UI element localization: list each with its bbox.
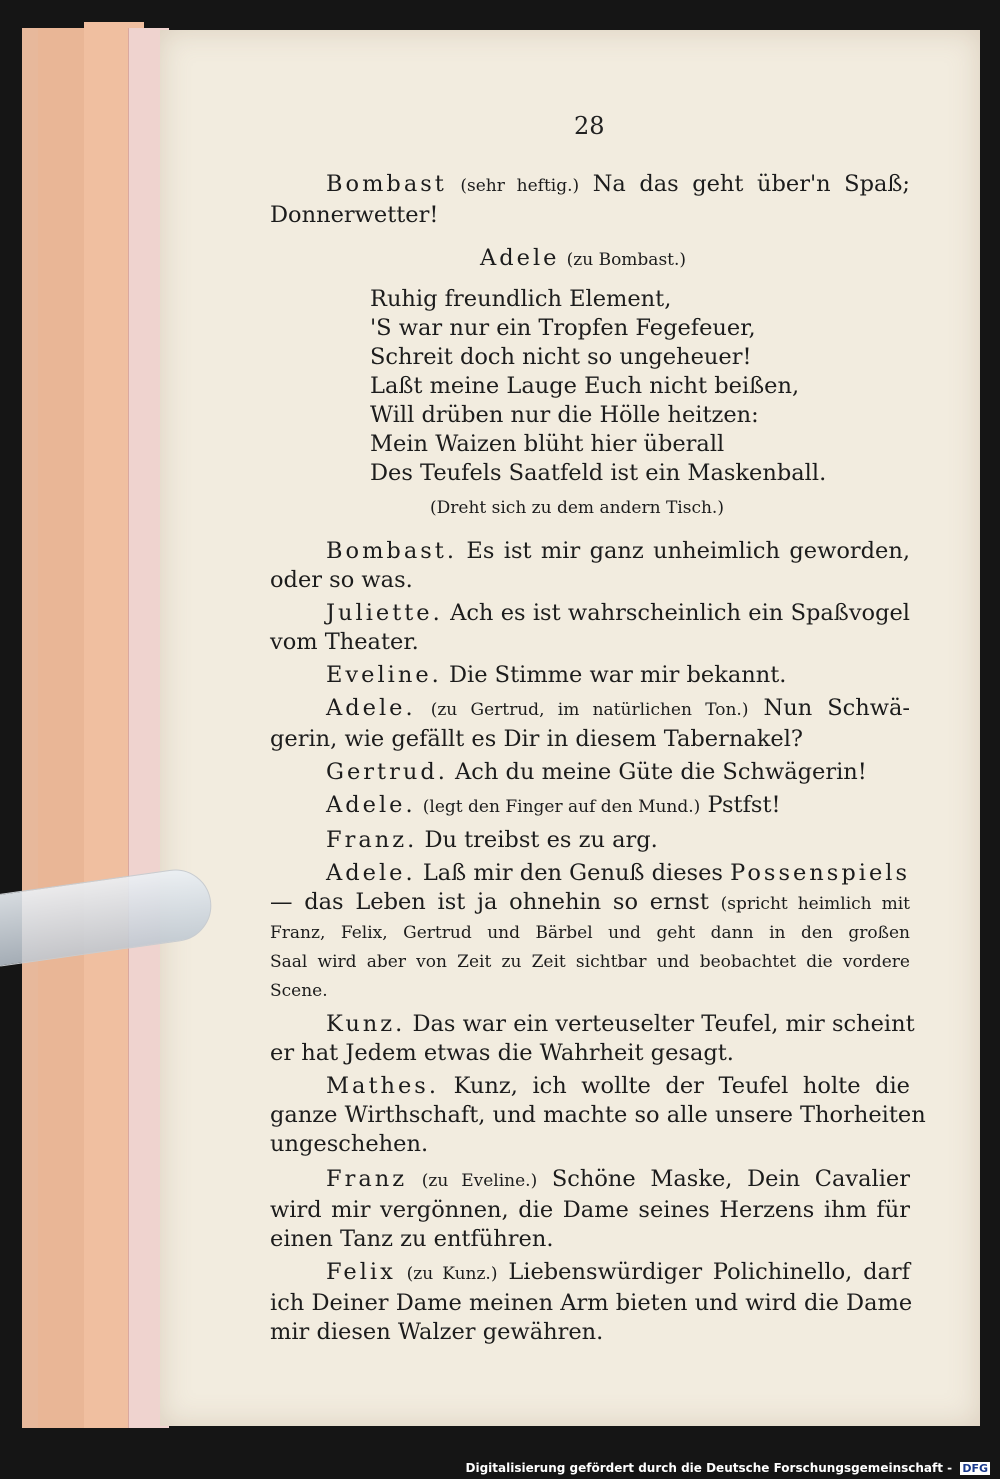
speaker-name: Felix [326, 1259, 396, 1285]
spacer [270, 523, 910, 537]
dialogue-text: Na das geht über'n Spaß; [592, 171, 911, 197]
text-line [270, 694, 910, 725]
verse-line: Ruhig freundlich Element, [370, 286, 672, 312]
text-line: ganze Wirthschaft, und machte so alle unsere Thorheiten [270, 1102, 926, 1128]
text-line: er hat Jedem etwas die Wahrheit gesagt. [270, 1040, 734, 1066]
emphasized-text: Possenspiels [730, 860, 911, 886]
verse-line: 'S war nur ein Tropfen Fegefeuer, [370, 315, 756, 341]
dialogue-text: Nun Schwä- [763, 695, 911, 721]
speaker-name: Eveline. [326, 662, 442, 688]
verse-line: Will drüben nur die Hölle heitzen: [370, 402, 759, 428]
stage-direction: (Dreht sich zu dem andern Tisch.) [430, 498, 724, 518]
speaker-name: Franz. [326, 827, 418, 853]
text-line [270, 1165, 910, 1196]
text-line [270, 888, 910, 919]
text-line: ungeschehen. [270, 1131, 429, 1157]
speaker-name: Franz [326, 1166, 408, 1192]
verse-line: Laßt meine Lauge Euch nicht beißen, [370, 373, 800, 399]
speaker-name: Bombast. [326, 538, 457, 564]
verse-line: Des Teufels Saatfeld ist ein Maskenball. [370, 460, 827, 486]
text-line: mir diesen Walzer gewähren. [270, 1319, 604, 1345]
dialogue-text: Liebenswürdiger Polichinello, darf [508, 1259, 911, 1285]
text-line [270, 244, 910, 275]
dialogue-text: Es ist mir ganz unheimlich geworden, [466, 538, 910, 564]
stage-direction: (zu Eveline.) [421, 1171, 538, 1191]
text-line: einen Tanz zu entführen. [270, 1226, 554, 1252]
footer-credit-text: Digitalisierung gefördert durch die Deutsche Forschungsgemeinschaft - [465, 1461, 953, 1475]
stage-direction: (zu Bombast.) [566, 250, 687, 270]
speaker-name: Gertrud. [326, 759, 448, 785]
text-line [270, 791, 910, 822]
dfg-logo: DFG [962, 1462, 988, 1475]
text-line [270, 758, 910, 787]
speaker-name: Adele. [326, 792, 416, 818]
text-line [270, 170, 910, 201]
verse-line: Mein Waizen blüht hier überall [370, 431, 725, 457]
text-line: Donnerwetter! [270, 202, 439, 228]
speaker-name: Bombast [326, 171, 447, 197]
stage-direction: (sehr heftig.) [460, 176, 580, 196]
stage-direction: (spricht heimlich mit [720, 894, 910, 914]
dialogue-text: Ach du meine Güte die Schwägerin! [455, 759, 867, 785]
text-line [270, 599, 910, 628]
book-edge [38, 28, 89, 1428]
text-line [270, 661, 910, 690]
text-line [270, 826, 910, 855]
text-line: wird mir vergönnen, die Dame seines Herzens ihm für [270, 1197, 910, 1223]
dialogue-text: Schöne Maske, Dein Cavalier [551, 1166, 910, 1192]
stage-direction: (zu Gertrud, im natürlichen Ton.) [430, 700, 749, 720]
stage-direction: (legt den Finger auf den Mund.) [422, 797, 701, 817]
text-line [270, 1010, 915, 1039]
page-number: 28 [574, 112, 605, 140]
stage-direction: Saal wird aber von Zeit zu Zeit sichtbar und beobachtet die vordere [270, 952, 910, 972]
dialogue-text: Pstfst! [707, 792, 781, 818]
dialogue-text: Laß mir den Genuß dieses [422, 860, 723, 886]
dialogue-text: Ach es ist wahrscheinlich ein Spaßvogel [450, 600, 910, 626]
text-line [270, 1072, 910, 1101]
stage-direction: Franz, Felix, Gertrud und Bärbel und geht dann in den großen [270, 923, 910, 943]
speaker-name: Mathes. [326, 1073, 439, 1099]
text-line [270, 859, 910, 888]
text-line: gerin, wie gefällt es Dir in diesem Tabernakel? [270, 726, 803, 752]
speaker-name: Adele. [326, 860, 416, 886]
verse-line: Schreit doch nicht so ungeheuer! [370, 344, 752, 370]
stage-direction: Scene. [270, 981, 328, 1001]
dialogue-text: Kunz, ich wollte der Teufel holte die [453, 1073, 910, 1099]
text-line: oder so was. [270, 567, 413, 593]
dialogue-text: — das Leben ist ja ohnehin so ernst [270, 889, 709, 915]
text-line: vom Theater. [270, 629, 419, 655]
dialogue-text: Das war ein verteuselter Teufel, mir scheint [412, 1011, 915, 1037]
speaker-name: Adele. [326, 695, 416, 721]
speaker-name: Juliette. [326, 600, 443, 626]
speaker-name: Adele [480, 245, 560, 271]
stage-direction: (zu Kunz.) [406, 1264, 498, 1284]
text-line: ich Deiner Dame meinen Arm bieten und wird die Dame [270, 1290, 913, 1316]
dialogue-text: Du treibst es zu arg. [424, 827, 658, 853]
text-line [270, 537, 910, 566]
footer-credit [466, 1461, 990, 1475]
page-text [270, 170, 926, 1347]
speaker-name: Kunz. [326, 1011, 406, 1037]
text-line [270, 1258, 910, 1289]
dialogue-text: Die Stimme war mir bekannt. [448, 662, 787, 688]
